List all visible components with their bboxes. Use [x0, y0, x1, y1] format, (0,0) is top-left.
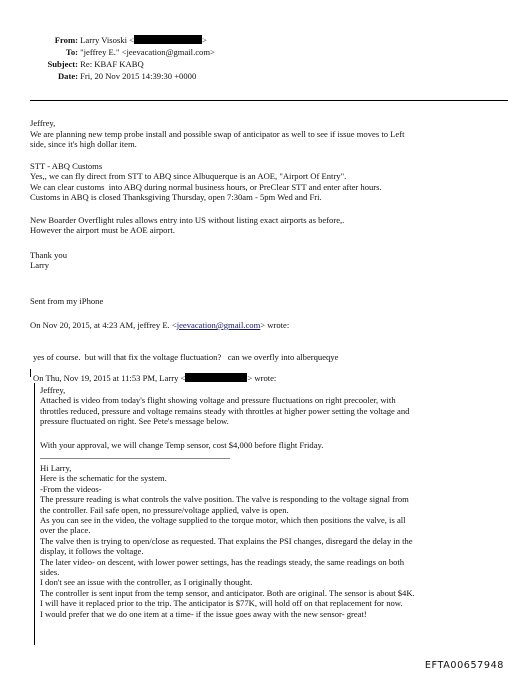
text-line: the controller. Fail safe open, no pressure/voltage applied, valve is open.: [40, 504, 289, 515]
text-span: > wrote:: [247, 373, 277, 383]
text-line: display, it follows the voltage.: [40, 546, 144, 557]
to-row: [30, 47, 215, 57]
text-line: I would prefer that we do one item at a time- if the issue goes away with the new sensor- great!: [40, 608, 367, 619]
reply-larry: [40, 385, 508, 427]
text-line: New Boarder Overflight rules allows entry into US without listing exact airports as before,.: [30, 215, 345, 225]
subject-label: Subject:: [47, 59, 78, 69]
from-value-end: >: [201, 35, 207, 45]
text-line: However the airport must be AOE airport.: [30, 225, 175, 236]
text-line: Thank you: [30, 250, 67, 260]
text-span: On Nov 20, 2015, at 4:23 AM, jeffrey E. <: [30, 320, 177, 330]
text-line: STT - ABQ Customs: [30, 161, 103, 171]
text-line: The controller is sent input from the temp sensor, and anticipator. Both are original. The sensor is about $4K.: [40, 587, 415, 598]
text-line: We can clear customs into ABQ during normal business hours, or PreClear STT and enter after hours.: [30, 181, 382, 192]
document-id: EFTA00657948: [424, 660, 504, 671]
text-line: -From the videos-: [40, 483, 102, 494]
date-value: Fri, 20 Nov 2015 14:39:30 +0000: [80, 71, 197, 81]
text-line: Jeffrey,: [40, 385, 66, 395]
greeting-text: Jeffrey,: [30, 118, 56, 128]
body-paragraph-3: [30, 215, 500, 236]
from-label: From:: [54, 35, 78, 45]
header-divider: [30, 100, 508, 101]
text-line: Customs in ABQ is closed Thanksgiving Thursday, open 7:30am - 5pm Wed and Fri.: [30, 192, 322, 203]
text-line: The pressure reading is what controls the valve position. The valve is responding to the voltage signal from: [40, 494, 409, 505]
signoff: [30, 250, 500, 271]
text-line: Here is the schematic for the system.: [40, 473, 167, 484]
redaction-box: [185, 373, 247, 382]
text-line: Hi Larry,: [40, 463, 72, 473]
to-value: "jeffrey E." <jeevacation@gmail.com>: [80, 47, 215, 57]
text-line: The later video- on descent, with lower power settings, has the readings steady, the same readings on both: [40, 556, 405, 567]
text-line: throttles reduced, pressure and voltage remains steady with throttles at higher power setting the voltage and: [40, 405, 410, 416]
text-line: I don't see an issue with the controller, as I originally thought.: [40, 577, 253, 588]
body-paragraph-2: [30, 161, 500, 203]
date-label: Date:: [57, 71, 78, 81]
text-line: Larry: [30, 260, 50, 271]
text-line: sides.: [40, 567, 60, 578]
quote-header-nov20: [30, 320, 500, 330]
text-line: I will have it replaced prior to the trip. The anticipator is $77K, will hold off on that replacement for now.: [40, 598, 403, 609]
reply-jeffrey: [33, 352, 503, 362]
text-line: over the place.: [40, 525, 91, 536]
body-greeting: [30, 118, 500, 128]
text-line: yes of course. but will that fix the voltage fluctuation? can we overfly into alberqueqye: [33, 352, 339, 362]
pete-message: [40, 463, 508, 619]
to-label: To:: [65, 47, 78, 57]
date-row: [30, 71, 196, 81]
signature-divider: [40, 458, 230, 459]
approval-line: [40, 440, 508, 450]
sent-from: [30, 296, 500, 306]
text-line: As you can see in the video, the voltage supplied to the torque motor, which then positions the valve, is all: [40, 515, 406, 526]
text-span: > wrote:: [260, 320, 290, 330]
quote-header-nov19: [33, 373, 503, 383]
subject-row: [30, 59, 144, 69]
email-link[interactable]: jeevacation@gmail.com: [176, 320, 261, 330]
text-line: With your approval, we will change Temp sensor, cost $4,000 before flight Friday.: [40, 440, 324, 450]
text-line: Yes,, we can fly direct from STT to ABQ since Albuquerque is an AOE, "Airport Of Entry".: [30, 171, 347, 182]
text-line: side, since it's high dollar item.: [30, 139, 137, 150]
text-line: Sent from my iPhone: [30, 296, 104, 306]
text-line: We are planning new temp probe install and possible swap of anticipator as well to see if issue moves to Left: [30, 129, 405, 139]
from-row: [30, 35, 207, 45]
redaction-box: [134, 35, 202, 44]
text-line: Attached is video from today's flight showing voltage and pressure fluctuations on right precooler, with: [40, 395, 396, 406]
subject-value: Re: KBAF KABQ: [80, 59, 144, 69]
text-span: On Thu, Nov 19, 2015 at 11:53 PM, Larry <: [33, 373, 186, 383]
text-line: pressure fluctuated on right. See Pete's message below.: [40, 416, 229, 427]
body-paragraph-1: [30, 129, 500, 150]
text-line: The valve then is trying to open/close as requested. That explains the PSI changes, disregard the delay in the: [40, 535, 413, 546]
from-value: Larry Visoski <: [80, 35, 134, 45]
